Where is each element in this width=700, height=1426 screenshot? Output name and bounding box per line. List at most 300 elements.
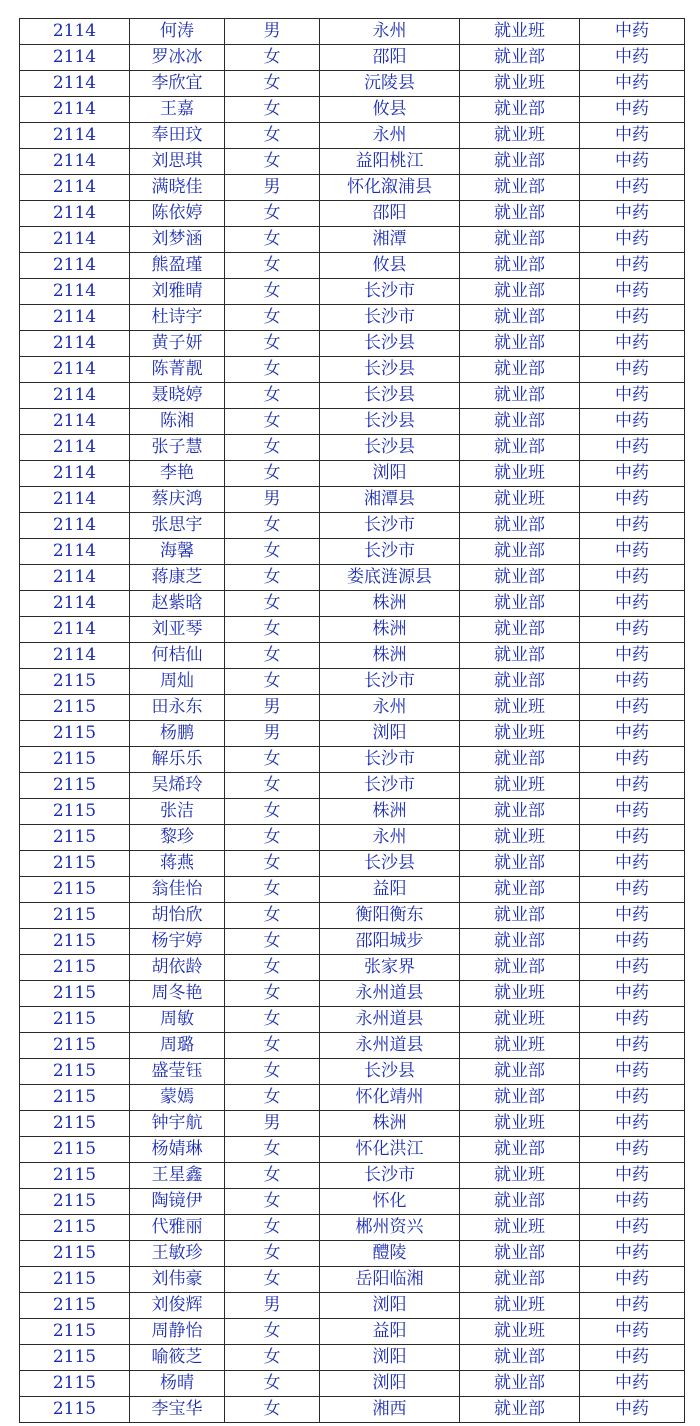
major-cell: 中药 — [580, 409, 685, 435]
table-row — [20, 1085, 685, 1111]
class-cell: 2115 — [20, 1111, 130, 1137]
gender-cell: 女 — [225, 591, 320, 617]
major-cell: 中药 — [580, 97, 685, 123]
hometown-cell: 攸县 — [320, 97, 460, 123]
gender-cell: 男 — [225, 1111, 320, 1137]
gender-cell: 女 — [225, 747, 320, 773]
gender-cell: 女 — [225, 1215, 320, 1241]
department-cell: 就业班 — [460, 1293, 580, 1319]
class-cell: 2115 — [20, 1059, 130, 1085]
major-cell: 中药 — [580, 45, 685, 71]
class-cell: 2114 — [20, 253, 130, 279]
hometown-cell: 株洲 — [320, 617, 460, 643]
gender-cell: 女 — [225, 461, 320, 487]
major-cell: 中药 — [580, 955, 685, 981]
major-cell: 中药 — [580, 1111, 685, 1137]
major-cell: 中药 — [580, 1137, 685, 1163]
hometown-cell: 永州道县 — [320, 1007, 460, 1033]
class-cell: 2114 — [20, 227, 130, 253]
department-cell: 就业部 — [460, 1137, 580, 1163]
name-cell: 李欣宜 — [130, 71, 225, 97]
department-cell: 就业班 — [460, 461, 580, 487]
name-cell: 蒋康芝 — [130, 565, 225, 591]
department-cell: 就业部 — [460, 1267, 580, 1293]
hometown-cell: 长沙市 — [320, 539, 460, 565]
class-cell: 2115 — [20, 1007, 130, 1033]
department-cell: 就业部 — [460, 955, 580, 981]
name-cell: 吴烯玲 — [130, 773, 225, 799]
hometown-cell: 永州 — [320, 695, 460, 721]
name-cell: 陶镜伊 — [130, 1189, 225, 1215]
major-cell: 中药 — [580, 1085, 685, 1111]
major-cell: 中药 — [580, 1293, 685, 1319]
name-cell: 黎珍 — [130, 825, 225, 851]
name-cell: 刘梦涵 — [130, 227, 225, 253]
gender-cell: 女 — [225, 253, 320, 279]
class-cell: 2114 — [20, 71, 130, 97]
class-cell: 2114 — [20, 357, 130, 383]
department-cell: 就业班 — [460, 695, 580, 721]
gender-cell: 男 — [225, 19, 320, 45]
table-row — [20, 305, 685, 331]
major-cell: 中药 — [580, 487, 685, 513]
table-row — [20, 97, 685, 123]
department-cell: 就业班 — [460, 1111, 580, 1137]
hometown-cell: 浏阳 — [320, 721, 460, 747]
hometown-cell: 浏阳 — [320, 461, 460, 487]
name-cell: 杨婧琳 — [130, 1137, 225, 1163]
gender-cell: 女 — [225, 929, 320, 955]
hometown-cell: 长沙县 — [320, 357, 460, 383]
name-cell: 杨晴 — [130, 1371, 225, 1397]
major-cell: 中药 — [580, 721, 685, 747]
department-cell: 就业部 — [460, 253, 580, 279]
hometown-cell: 长沙市 — [320, 1163, 460, 1189]
class-cell: 2115 — [20, 1267, 130, 1293]
class-cell: 2115 — [20, 851, 130, 877]
name-cell: 杜诗宇 — [130, 305, 225, 331]
hometown-cell: 长沙市 — [320, 513, 460, 539]
department-cell: 就业班 — [460, 1007, 580, 1033]
class-cell: 2114 — [20, 331, 130, 357]
department-cell: 就业部 — [460, 201, 580, 227]
gender-cell: 女 — [225, 331, 320, 357]
department-cell: 就业班 — [460, 981, 580, 1007]
class-cell: 2115 — [20, 1293, 130, 1319]
class-cell: 2115 — [20, 1033, 130, 1059]
gender-cell: 女 — [225, 1371, 320, 1397]
department-cell: 就业部 — [460, 903, 580, 929]
department-cell: 就业部 — [460, 149, 580, 175]
department-cell: 就业班 — [460, 1215, 580, 1241]
name-cell: 张子慧 — [130, 435, 225, 461]
major-cell: 中药 — [580, 1033, 685, 1059]
table-row — [20, 825, 685, 851]
table-row — [20, 1189, 685, 1215]
major-cell: 中药 — [580, 1267, 685, 1293]
student-table — [19, 18, 685, 1423]
name-cell: 何桔仙 — [130, 643, 225, 669]
class-cell: 2114 — [20, 123, 130, 149]
class-cell: 2115 — [20, 669, 130, 695]
gender-cell: 女 — [225, 513, 320, 539]
hometown-cell: 浏阳 — [320, 1371, 460, 1397]
department-cell: 就业部 — [460, 97, 580, 123]
gender-cell: 女 — [225, 305, 320, 331]
class-cell: 2114 — [20, 201, 130, 227]
hometown-cell: 怀化靖州 — [320, 1085, 460, 1111]
gender-cell: 女 — [225, 669, 320, 695]
name-cell: 何涛 — [130, 19, 225, 45]
table-row — [20, 123, 685, 149]
gender-cell: 女 — [225, 799, 320, 825]
major-cell: 中药 — [580, 1241, 685, 1267]
table-row — [20, 1033, 685, 1059]
table-row — [20, 1397, 685, 1423]
gender-cell: 女 — [225, 409, 320, 435]
name-cell: 周璐 — [130, 1033, 225, 1059]
name-cell: 周静怡 — [130, 1319, 225, 1345]
major-cell: 中药 — [580, 1397, 685, 1423]
hometown-cell: 邵阳 — [320, 45, 460, 71]
department-cell: 就业部 — [460, 1189, 580, 1215]
class-cell: 2114 — [20, 513, 130, 539]
major-cell: 中药 — [580, 71, 685, 97]
department-cell: 就业部 — [460, 851, 580, 877]
table-row — [20, 1267, 685, 1293]
major-cell: 中药 — [580, 643, 685, 669]
name-cell: 赵紫晗 — [130, 591, 225, 617]
department-cell: 就业班 — [460, 825, 580, 851]
hometown-cell: 娄底涟源县 — [320, 565, 460, 591]
class-cell: 2115 — [20, 825, 130, 851]
table-body — [20, 19, 685, 1423]
name-cell: 陈菁靓 — [130, 357, 225, 383]
name-cell: 翁佳怡 — [130, 877, 225, 903]
major-cell: 中药 — [580, 773, 685, 799]
major-cell: 中药 — [580, 279, 685, 305]
hometown-cell: 衡阳衡东 — [320, 903, 460, 929]
department-cell: 就业部 — [460, 331, 580, 357]
major-cell: 中药 — [580, 1007, 685, 1033]
gender-cell: 女 — [225, 1319, 320, 1345]
class-cell: 2115 — [20, 747, 130, 773]
hometown-cell: 岳阳临湘 — [320, 1267, 460, 1293]
class-cell: 2114 — [20, 591, 130, 617]
major-cell: 中药 — [580, 1163, 685, 1189]
name-cell: 王嘉 — [130, 97, 225, 123]
gender-cell: 女 — [225, 851, 320, 877]
name-cell: 盛莹钰 — [130, 1059, 225, 1085]
class-cell: 2114 — [20, 175, 130, 201]
major-cell: 中药 — [580, 903, 685, 929]
hometown-cell: 长沙县 — [320, 383, 460, 409]
name-cell: 李艳 — [130, 461, 225, 487]
major-cell: 中药 — [580, 695, 685, 721]
class-cell: 2114 — [20, 565, 130, 591]
table-row — [20, 71, 685, 97]
name-cell: 刘俊辉 — [130, 1293, 225, 1319]
hometown-cell: 株洲 — [320, 799, 460, 825]
class-cell: 2115 — [20, 1215, 130, 1241]
major-cell: 中药 — [580, 1189, 685, 1215]
major-cell: 中药 — [580, 1345, 685, 1371]
department-cell: 就业班 — [460, 1319, 580, 1345]
major-cell: 中药 — [580, 19, 685, 45]
table-row — [20, 279, 685, 305]
department-cell: 就业部 — [460, 383, 580, 409]
hometown-cell: 攸县 — [320, 253, 460, 279]
gender-cell: 女 — [225, 955, 320, 981]
class-cell: 2115 — [20, 877, 130, 903]
name-cell: 张思宇 — [130, 513, 225, 539]
class-cell: 2114 — [20, 383, 130, 409]
hometown-cell: 益阳 — [320, 877, 460, 903]
department-cell: 就业班 — [460, 1163, 580, 1189]
name-cell: 周敏 — [130, 1007, 225, 1033]
hometown-cell: 邵阳城步 — [320, 929, 460, 955]
hometown-cell: 张家界 — [320, 955, 460, 981]
hometown-cell: 沅陵县 — [320, 71, 460, 97]
table-row — [20, 1345, 685, 1371]
major-cell: 中药 — [580, 1319, 685, 1345]
table-row — [20, 565, 685, 591]
major-cell: 中药 — [580, 565, 685, 591]
department-cell: 就业部 — [460, 305, 580, 331]
class-cell: 2115 — [20, 981, 130, 1007]
department-cell: 就业班 — [460, 19, 580, 45]
gender-cell: 女 — [225, 643, 320, 669]
department-cell: 就业部 — [460, 877, 580, 903]
department-cell: 就业部 — [460, 799, 580, 825]
hometown-cell: 长沙市 — [320, 773, 460, 799]
gender-cell: 女 — [225, 1241, 320, 1267]
table-row — [20, 1241, 685, 1267]
gender-cell: 女 — [225, 1397, 320, 1423]
table-row — [20, 721, 685, 747]
department-cell: 就业部 — [460, 513, 580, 539]
class-cell: 2114 — [20, 487, 130, 513]
department-cell: 就业部 — [460, 1059, 580, 1085]
class-cell: 2115 — [20, 1137, 130, 1163]
department-cell: 就业部 — [460, 1345, 580, 1371]
table-row — [20, 695, 685, 721]
major-cell: 中药 — [580, 747, 685, 773]
name-cell: 刘亚琴 — [130, 617, 225, 643]
gender-cell: 女 — [225, 201, 320, 227]
name-cell: 奉田玟 — [130, 123, 225, 149]
major-cell: 中药 — [580, 331, 685, 357]
class-cell: 2114 — [20, 45, 130, 71]
table-row — [20, 1319, 685, 1345]
table-row — [20, 1059, 685, 1085]
gender-cell: 男 — [225, 695, 320, 721]
hometown-cell: 湘潭 — [320, 227, 460, 253]
hometown-cell: 长沙市 — [320, 305, 460, 331]
gender-cell: 女 — [225, 617, 320, 643]
gender-cell: 男 — [225, 175, 320, 201]
table-row — [20, 851, 685, 877]
name-cell: 蔡庆鸿 — [130, 487, 225, 513]
table-row — [20, 331, 685, 357]
name-cell: 胡依龄 — [130, 955, 225, 981]
class-cell: 2114 — [20, 435, 130, 461]
department-cell: 就业部 — [460, 357, 580, 383]
name-cell: 满晓佳 — [130, 175, 225, 201]
class-cell: 2115 — [20, 1085, 130, 1111]
name-cell: 周冬艳 — [130, 981, 225, 1007]
table-row — [20, 1007, 685, 1033]
major-cell: 中药 — [580, 201, 685, 227]
hometown-cell: 长沙市 — [320, 747, 460, 773]
major-cell: 中药 — [580, 513, 685, 539]
department-cell: 就业部 — [460, 435, 580, 461]
class-cell: 2114 — [20, 149, 130, 175]
department-cell: 就业部 — [460, 747, 580, 773]
hometown-cell: 郴州资兴 — [320, 1215, 460, 1241]
gender-cell: 女 — [225, 97, 320, 123]
hometown-cell: 浏阳 — [320, 1293, 460, 1319]
class-cell: 2115 — [20, 799, 130, 825]
major-cell: 中药 — [580, 123, 685, 149]
table-row — [20, 799, 685, 825]
hometown-cell: 永州 — [320, 825, 460, 851]
name-cell: 刘雅晴 — [130, 279, 225, 305]
table-row — [20, 1293, 685, 1319]
gender-cell: 女 — [225, 149, 320, 175]
hometown-cell: 长沙市 — [320, 669, 460, 695]
class-cell: 2114 — [20, 617, 130, 643]
department-cell: 就业部 — [460, 565, 580, 591]
class-cell: 2114 — [20, 97, 130, 123]
major-cell: 中药 — [580, 461, 685, 487]
major-cell: 中药 — [580, 149, 685, 175]
gender-cell: 女 — [225, 877, 320, 903]
gender-cell: 男 — [225, 721, 320, 747]
name-cell: 黄子妍 — [130, 331, 225, 357]
department-cell: 就业部 — [460, 617, 580, 643]
name-cell: 钟宇航 — [130, 1111, 225, 1137]
major-cell: 中药 — [580, 617, 685, 643]
table-row — [20, 513, 685, 539]
table-row — [20, 591, 685, 617]
department-cell: 就业部 — [460, 279, 580, 305]
table-row — [20, 981, 685, 1007]
hometown-cell: 永州 — [320, 19, 460, 45]
major-cell: 中药 — [580, 851, 685, 877]
major-cell: 中药 — [580, 981, 685, 1007]
hometown-cell: 湘潭县 — [320, 487, 460, 513]
class-cell: 2115 — [20, 955, 130, 981]
name-cell: 海馨 — [130, 539, 225, 565]
name-cell: 陈依婷 — [130, 201, 225, 227]
table-row — [20, 253, 685, 279]
name-cell: 刘伟豪 — [130, 1267, 225, 1293]
hometown-cell: 醴陵 — [320, 1241, 460, 1267]
name-cell: 田永东 — [130, 695, 225, 721]
department-cell: 就业部 — [460, 409, 580, 435]
class-cell: 2115 — [20, 903, 130, 929]
name-cell: 解乐乐 — [130, 747, 225, 773]
class-cell: 2115 — [20, 721, 130, 747]
gender-cell: 女 — [225, 1085, 320, 1111]
gender-cell: 女 — [225, 539, 320, 565]
table-row — [20, 1163, 685, 1189]
major-cell: 中药 — [580, 1215, 685, 1241]
table-row — [20, 643, 685, 669]
gender-cell: 女 — [225, 71, 320, 97]
hometown-cell: 怀化洪江 — [320, 1137, 460, 1163]
hometown-cell: 湘西 — [320, 1397, 460, 1423]
gender-cell: 女 — [225, 1345, 320, 1371]
major-cell: 中药 — [580, 825, 685, 851]
gender-cell: 女 — [225, 1007, 320, 1033]
table-row — [20, 1111, 685, 1137]
name-cell: 杨宇婷 — [130, 929, 225, 955]
name-cell: 聂晓婷 — [130, 383, 225, 409]
gender-cell: 女 — [225, 45, 320, 71]
name-cell: 王敏珍 — [130, 1241, 225, 1267]
class-cell: 2114 — [20, 643, 130, 669]
hometown-cell: 浏阳 — [320, 1345, 460, 1371]
table-row — [20, 409, 685, 435]
table-row — [20, 617, 685, 643]
gender-cell: 女 — [225, 1163, 320, 1189]
table-row — [20, 45, 685, 71]
major-cell: 中药 — [580, 227, 685, 253]
hometown-cell: 邵阳 — [320, 201, 460, 227]
table-row — [20, 175, 685, 201]
class-cell: 2115 — [20, 695, 130, 721]
table-row — [20, 357, 685, 383]
table-row — [20, 461, 685, 487]
major-cell: 中药 — [580, 305, 685, 331]
hometown-cell: 长沙市 — [320, 279, 460, 305]
gender-cell: 女 — [225, 1033, 320, 1059]
major-cell: 中药 — [580, 799, 685, 825]
department-cell: 就业班 — [460, 487, 580, 513]
department-cell: 就业班 — [460, 71, 580, 97]
major-cell: 中药 — [580, 539, 685, 565]
class-cell: 2115 — [20, 1189, 130, 1215]
department-cell: 就业班 — [460, 721, 580, 747]
department-cell: 就业班 — [460, 1033, 580, 1059]
major-cell: 中药 — [580, 253, 685, 279]
department-cell: 就业部 — [460, 591, 580, 617]
class-cell: 2115 — [20, 1163, 130, 1189]
class-cell: 2114 — [20, 279, 130, 305]
major-cell: 中药 — [580, 435, 685, 461]
name-cell: 代雅丽 — [130, 1215, 225, 1241]
hometown-cell: 怀化 — [320, 1189, 460, 1215]
class-cell: 2115 — [20, 773, 130, 799]
name-cell: 蒙嫣 — [130, 1085, 225, 1111]
table-row — [20, 435, 685, 461]
table-row — [20, 1371, 685, 1397]
class-cell: 2115 — [20, 1371, 130, 1397]
table-row — [20, 929, 685, 955]
gender-cell: 女 — [225, 825, 320, 851]
department-cell: 就业部 — [460, 1241, 580, 1267]
hometown-cell: 长沙县 — [320, 1059, 460, 1085]
table-row — [20, 903, 685, 929]
department-cell: 就业部 — [460, 669, 580, 695]
name-cell: 王星鑫 — [130, 1163, 225, 1189]
hometown-cell: 长沙县 — [320, 331, 460, 357]
name-cell: 李宝华 — [130, 1397, 225, 1423]
major-cell: 中药 — [580, 175, 685, 201]
name-cell: 胡怡欣 — [130, 903, 225, 929]
